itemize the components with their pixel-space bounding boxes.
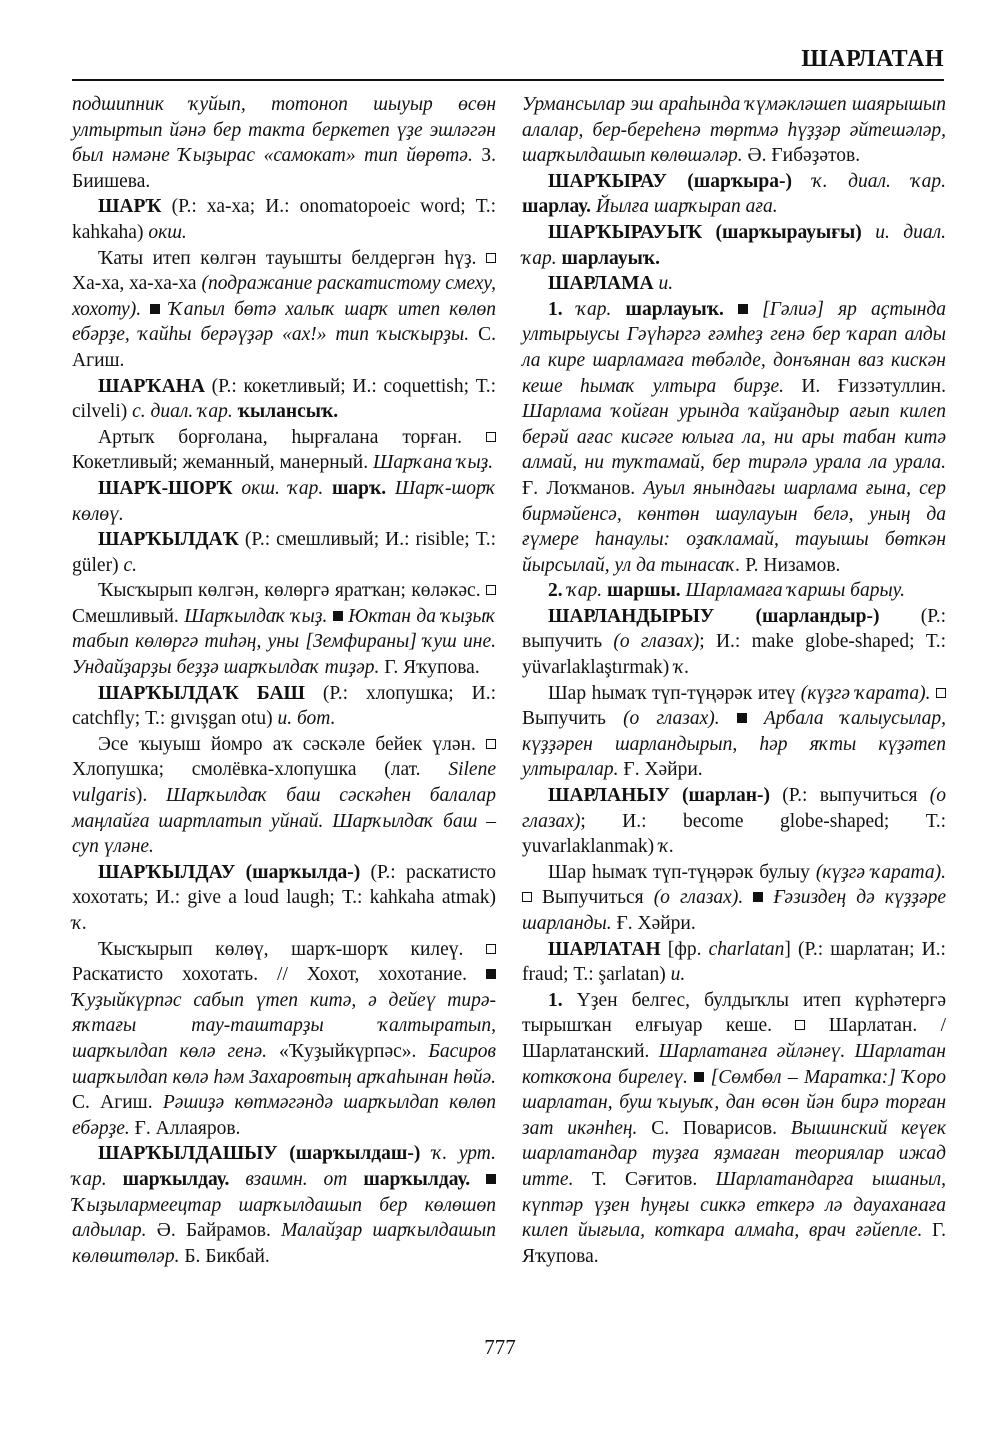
dictionary-entry — [72, 194, 496, 245]
text-segment: Эсе ҡыуыш йомро аҡ сәскәле бейек үлән. — [98, 733, 486, 755]
headword: шаршы. — [607, 580, 681, 602]
example-marker-icon — [333, 611, 343, 621]
italic-text: и. — [658, 273, 674, 295]
text-segment — [720, 708, 737, 729]
headword: ШАРҠ-ШОРҠ — [98, 477, 233, 499]
dictionary-entry — [522, 169, 946, 220]
italic-text: Шарлатандарға ышаныл, күптәр үҙен һуңғы сиккә еткерә лә дауаханаға килеп йығыла, коткара алмаһа, врач ғәйепле. — [522, 1168, 946, 1242]
continued-text — [522, 92, 946, 169]
dictionary-entry — [72, 374, 496, 425]
example-marker-icon — [737, 713, 747, 723]
text-segment — [743, 887, 753, 908]
italic-text: [Гәлиә] яр аҫтында ултырыусы Гәүһәргә ғәмһеҙ генә бер ҡарап алды ла кире шарламаға төбәлде, донъянан ваз кискән кеше һымаҡ ултыра бирҙе. — [522, 298, 946, 397]
text-segment — [763, 887, 773, 908]
headword: шарҡылдау. — [122, 1168, 230, 1190]
headword: шарлауыҡ. — [561, 247, 660, 269]
italic-text: Рәшиҙә көтмәгәндә шарҡылдап көлөп ебәрҙе. — [72, 1092, 496, 1139]
definition-paragraph — [522, 681, 946, 783]
italic-text: Шарламаға ҡаршы барыу. — [685, 580, 905, 602]
italic-text: ҡ. — [72, 913, 88, 934]
text-segment: Артыҡ борғолана, һырғалана торған. — [98, 426, 486, 448]
headword: ШАРЛАМА — [548, 273, 654, 295]
text-segment: Раскатисто хохотать. // Хохот, хохотание. — [72, 964, 486, 986]
left-column — [72, 92, 496, 1269]
dictionary-entry — [522, 783, 946, 860]
definition-paragraph — [72, 425, 496, 476]
example-marker-icon — [150, 304, 160, 314]
dictionary-entry — [522, 220, 946, 271]
italic-text: Шарҡана ҡыҙ. — [372, 452, 494, 474]
headword: шарҡылдау. — [363, 1168, 471, 1190]
italic-text: Арбала ҡалыусылар, күҙҙәрен шарландырып, һәр яҡты күҙәтеп ултыралар. — [522, 708, 947, 781]
text-segment: Б. Бикбай. — [179, 1245, 270, 1267]
italic-text: взаимн. от — [245, 1168, 348, 1190]
text-segment: «Ҡуҙыйкүрпәс». — [267, 1040, 429, 1062]
text-segment: (Р.: ха-ха; И.: onomatopoeic word; Т.: kahkaha) — [72, 196, 496, 243]
italic-text: charlatan — [708, 938, 785, 960]
headword: ШАРҠЫЛДАҠ — [98, 529, 239, 551]
italic-text: Ҡыҙылармеецтар шарҡылдашып бер көлөшөп алдылар. — [72, 1194, 496, 1242]
text-segment: (Р.: раскатисто хохотать; И.: give a loud laugh; Т.: kahkaha atmak) — [72, 861, 496, 909]
italic-text: Ҡуҙыйкүрпәс сабып үтеп китә, ә дейеү тирә-яҡтағы тау-таштарҙы ҡалтыратып, шарҡылдап көлә генә. — [72, 989, 496, 1062]
italic-text: с. диал. ҡар. — [132, 401, 233, 423]
text-segment: Ҡысҡырып көлгән, көлөргә яратҡан; көләкәс. — [98, 580, 486, 602]
text-segment — [470, 1169, 486, 1190]
text-segment: ; И.: make globe-shaped; Т.: yüvarlaklaştırmak) — [522, 631, 946, 679]
italic-text: окш. — [148, 221, 187, 243]
definition-paragraph — [72, 732, 496, 860]
italic-text: Silene vulgaris — [72, 759, 496, 807]
headword: 2. — [548, 580, 568, 602]
headword: ШАРҠЫРАУ (шарҡыра-) — [548, 170, 792, 192]
dictionary-entry — [72, 1141, 496, 1269]
dictionary-entry — [522, 271, 946, 297]
italic-text: Шарҡылдаҡ баш сәскәһен балалар маңлайға шартлатып уйнай. Шарҡылдаҡ баш – суп үләне. — [72, 785, 496, 858]
text-segment: (Р.: кокетливый; И.: coquettish; Т.: cilveli) — [72, 375, 496, 423]
headword: ШАРҠЫЛДАШЫУ (шарҡылдаш-) — [98, 1143, 421, 1165]
text-segment: Ә. Байрамов. — [146, 1220, 282, 1242]
text-segment: Шар һымаҡ түп-түңәрәк булыу — [548, 861, 816, 883]
text-segment: Т. Сәғитов. — [573, 1168, 716, 1190]
text-segment: Р. Низамов. — [740, 554, 841, 576]
definition-paragraph — [522, 578, 946, 604]
definition-paragraph — [72, 937, 496, 1142]
text-segment: Үҙен белгес, булдыҡлы итеп күрһәтергә тырышҡан елғыуар кеше. — [522, 989, 947, 1037]
text-segment: (Р.: выпучить — [522, 605, 946, 653]
text-segment — [347, 1169, 363, 1190]
italic-text: ҡ. диал. ҡар. — [812, 170, 946, 192]
dictionary-entry — [72, 476, 496, 527]
italic-text: Шарлатанға әйләнеү. Шарлатан коткоҡона бирелеү. — [522, 1040, 946, 1088]
text-segment — [611, 299, 625, 320]
text-segment: Ғ. Хәйри. — [611, 913, 696, 934]
text-segment: Шар һымаҡ түп-түңәрәк итеү — [548, 682, 801, 704]
text-segment: (Р.: смешливый; И.: risible; Т.: güler) — [72, 529, 496, 576]
text-segment: Смешливый. — [72, 605, 185, 627]
headword: ШАРЛАТАН — [548, 938, 661, 960]
example-marker-icon — [753, 892, 763, 902]
dictionary-entry — [72, 527, 496, 578]
italic-text: [Сөмбөл – Маратка:] Ҡоро шарлатан, буш ҡыуыҡ, дан өсөн йән бирә торған зат икәнһең. — [522, 1066, 947, 1139]
italic-text: Басиров шарҡылдап көлә һәм Захаровтың арҡаһынан һөйә. — [72, 1040, 497, 1088]
russian-translation-marker-icon — [486, 944, 496, 954]
headword: ШАРҠ — [98, 196, 162, 218]
italic-text: (о глазах) — [522, 785, 946, 832]
text-segment: З. Биишева. — [72, 145, 496, 192]
dictionary-entry — [522, 604, 946, 681]
italic-text: Ҡапыл бөтә халыҡ шарҡ итеп көлөп ебәрҙе, ҡайһы берәүҙәр «ах!» тип ҡысҡырҙы. — [72, 298, 497, 346]
headword: шарлау. — [522, 196, 591, 218]
italic-text: (күҙгә ҡарата). — [815, 861, 946, 883]
italic-text: Малайҙар шарҡылдашып көлөштөләр. — [72, 1220, 496, 1267]
header-rule — [72, 79, 944, 81]
text-segment: Ха-ха, ха-ха-ха — [72, 273, 202, 295]
headword: шарлауыҡ. — [625, 298, 724, 320]
russian-translation-marker-icon — [522, 892, 532, 902]
text-segment — [420, 1143, 432, 1164]
definition-paragraph — [522, 860, 946, 937]
italic-text: Юктан да ҡыҙыҡ табып көлөргә тиһәң, уны [Земфираны] ҡуш ине. Ундайҙарҙы беҙҙә шарҡылдаҡ тиҙәр. — [72, 605, 496, 679]
headword: 1. — [548, 298, 577, 320]
definition-paragraph — [72, 578, 496, 680]
italic-text: с. — [123, 554, 137, 576]
italic-text: Шарҡ-шорҡ көлөү. — [72, 477, 497, 525]
italic-text: (о глазах) — [613, 631, 700, 653]
russian-translation-marker-icon — [486, 739, 496, 749]
russian-translation-marker-icon — [486, 432, 496, 442]
definition-paragraph — [522, 297, 946, 579]
dictionary-entry — [72, 860, 496, 937]
italic-text: и. — [670, 964, 686, 986]
italic-text: ҡ. урт. ҡар. — [72, 1143, 496, 1190]
russian-translation-marker-icon — [486, 585, 496, 595]
example-marker-icon — [738, 304, 748, 314]
text-segment: Шарлатан. / Шарлатанский. — [522, 1015, 946, 1062]
text-segment: Кокетливый; жеманный, манерный. — [72, 452, 373, 474]
text-segment: И. Ғиззәтуллин. — [783, 375, 946, 397]
russian-translation-marker-icon — [486, 253, 496, 263]
text-segment: Ә. Ғибәҙәтов. — [742, 145, 861, 167]
headword: ҡылансыҡ. — [237, 401, 339, 423]
italic-text: (о глазах). — [653, 887, 744, 909]
dictionary-entry — [72, 681, 496, 732]
text-segment: (Р.: хлопушка; И.: catchfly; Т.: gıvışgan otu) — [72, 682, 496, 730]
text-segment: Ғ. Аллаяров. — [129, 1117, 241, 1139]
headword: 1. — [548, 989, 577, 1011]
example-marker-icon — [486, 1174, 496, 1184]
italic-text: Ғәзиздең дә күҙҙәре шарланды. — [522, 887, 947, 934]
definition-paragraph — [72, 246, 496, 374]
text-segment: ] (Р.: шарлатан; И.: fraud; Т.: şarlatan) — [522, 938, 946, 986]
dictionary-entry — [522, 937, 946, 988]
headword: ШАРҠЫРАУЫҠ (шарҡырауығы) — [548, 221, 862, 243]
text-segment: Г. Яҡупова. — [522, 1220, 946, 1267]
headword: ШАРҠАНА — [98, 375, 205, 397]
text-segment: С. Агиш. — [72, 1092, 163, 1114]
example-marker-icon — [694, 1072, 704, 1082]
headword: ШАРЛАНЫУ (шарлан-) — [548, 785, 770, 807]
text-segment: Выпучиться — [532, 887, 654, 909]
italic-text: ҡ. — [659, 836, 675, 858]
italic-text: ҡар. — [567, 580, 603, 602]
text-segment: Хлопушка; смолёвка-хлопушка (лат. — [72, 759, 449, 781]
text-segment: ). — [135, 785, 166, 807]
text-segment: Ҡаты итеп көлгән тауышты белдергән һүҙ. — [98, 247, 486, 269]
example-marker-icon — [486, 969, 496, 979]
text-segment — [747, 708, 764, 729]
text-segment — [141, 299, 150, 320]
text-segment: Ҡысҡырып көлөү, шарҡ-шорҡ килеү. — [98, 938, 486, 960]
text-segment: С. Поварисов. — [637, 1117, 791, 1139]
headword: ШАРЛАНДЫРЫУ (шарландыр-) — [548, 605, 880, 627]
italic-text: Ауыл янындағы шарлама ғына, сер бирмәйенсә, көнтөн шаулауын белә, уның да ғүмере һанаулы: оҙаҡламай, тауышы бөткән йырсылай, ул да тынасаҡ. — [522, 477, 946, 576]
russian-translation-marker-icon — [795, 1020, 805, 1030]
text-segment: Г. Яҡупова. — [379, 657, 480, 679]
headword: шарҡ. — [331, 477, 387, 499]
italic-text: и. диал. ҡар. — [522, 221, 946, 269]
right-column — [522, 92, 946, 1269]
text-segment — [386, 478, 395, 499]
italic-text: (подражание раскатистому смеху, хохоту). — [72, 273, 496, 320]
text-segment — [862, 222, 875, 243]
italic-text: Урмансылар эш араһында ҡүмәкләшеп шаярышып алалар, бер-береһенә төртмә һүҙҙәр әйтешәләр, шарҡылдашып көлөшәләр. — [522, 94, 946, 167]
text-segment: (Р.: выпучиться — [769, 785, 930, 807]
italic-text: подшипник ҡуйып, тотоноп шыуыр өсөн ултыртып йәнә бер такта беркетеп үҙе эшләгән был нәмәне Ҡыҙырас «самокат» тип йөрөтә. — [72, 94, 496, 167]
text-segment: [фр. — [660, 938, 709, 960]
text-segment: С. Агиш. — [72, 324, 496, 371]
italic-text: (о глазах). — [623, 708, 720, 730]
text-segment: Ғ. Лоҡманов. — [522, 477, 644, 499]
italic-text: Вышинский кеүек шарлатандар туҙға яҙмаған теориялар ижад итте. — [522, 1117, 946, 1190]
text-segment — [160, 299, 169, 320]
text-segment — [107, 1169, 123, 1190]
text-segment — [748, 299, 762, 320]
text-segment — [323, 478, 332, 499]
italic-text: ҡар. — [576, 298, 612, 320]
italic-text: Шарҡылдаҡ ҡыҙ. — [184, 605, 328, 627]
text-segment: Выпучить — [522, 708, 624, 730]
definition-paragraph — [522, 988, 946, 1270]
italic-text: Шарлама ҡойған урында ҡайҙандыр ағып килеп берәй ағас кисәге юлыға ла, ни ары табан китә алмай, ни туҡтамай, бер тирәлә урала ла урала. — [522, 401, 946, 474]
text-segment — [792, 171, 813, 192]
text-segment: Ғ. Хәйри. — [618, 759, 703, 781]
running-head: ШАРЛАТАН — [801, 46, 944, 72]
russian-translation-marker-icon — [936, 688, 946, 698]
continued-text — [72, 92, 496, 194]
text-segment — [229, 1169, 245, 1190]
text-segment: ; И.: become globe-shaped; Т.: yuvarlaklanmak) — [522, 810, 946, 858]
text-segment — [724, 299, 738, 320]
page-number: 777 — [484, 1335, 516, 1359]
italic-text: и. бот. — [277, 708, 336, 730]
headword: ШАРҠЫЛДАҠ БАШ — [98, 682, 305, 704]
headword: ШАРҠЫЛДАУ (шарҡылда-) — [98, 861, 361, 883]
italic-text: окш. ҡар. — [241, 477, 324, 499]
italic-text: (күҙгә ҡарата). — [800, 682, 931, 704]
italic-text: Йылға шарҡырап аға. — [595, 196, 778, 218]
italic-text: ҡ. — [674, 657, 690, 679]
